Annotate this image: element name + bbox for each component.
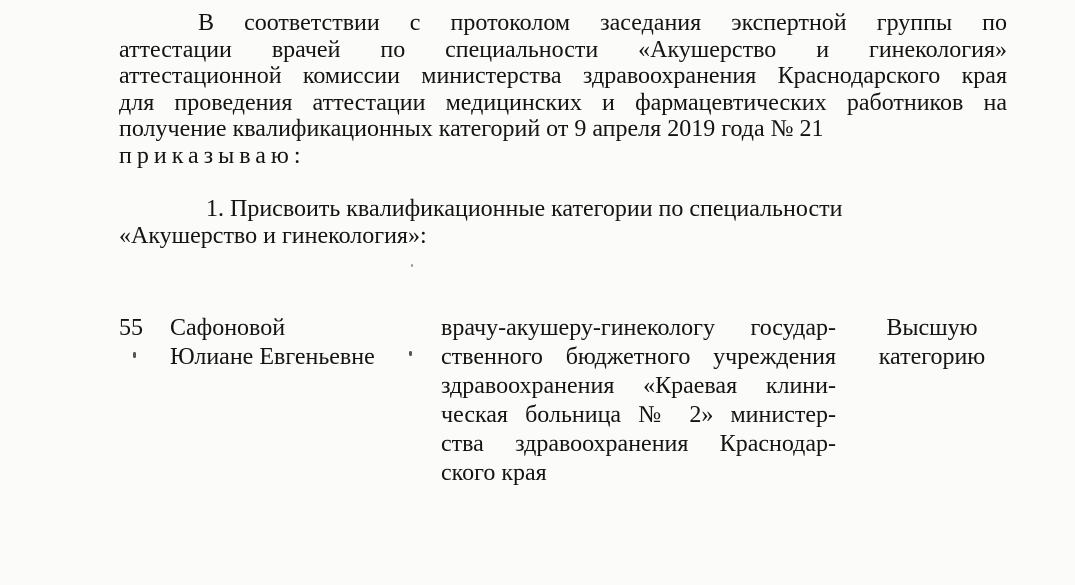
entry-position-line: ства здравоохранения Краснодар- [441, 431, 836, 457]
preamble-line: для проведения аттестации медицинских и фармацевтических работников на [119, 89, 1007, 116]
entry-position-line: ского края [441, 460, 547, 486]
order-word: приказываю: [119, 142, 306, 169]
order-item-1 [119, 196, 842, 249]
entry-category-line: Высшую [886, 315, 978, 341]
scan-speck [411, 264, 413, 267]
entry-number-text: 55 [119, 315, 143, 341]
entry-category-line: категорию [878, 344, 986, 370]
preamble-line: аттестации врачей по специальности «Акушерство и гинекология» [119, 36, 1007, 63]
entry-surname: Сафоновой [170, 315, 286, 341]
entry-position [441, 314, 836, 488]
order-item-line: «Акушерство и гинекология»: [119, 222, 427, 249]
preamble-line: получение квалификационных категорий от 9 апреля 2019 года № 21 [119, 116, 824, 142]
entry-position-line: ственного бюджетного учреждения [441, 344, 836, 370]
preamble-line: аттестационной комиссии министерства здравоохранения Краснодарского края [119, 63, 1007, 89]
order-item-line: 1. Присвоить квалификационные категории по специальности [206, 196, 843, 222]
entry-category [872, 314, 992, 372]
preamble-paragraph [119, 10, 1007, 169]
scan-speck [409, 351, 412, 356]
scan-speck [133, 352, 136, 358]
preamble-line: В соответствии с протоколом заседания экспертной группы по [198, 10, 1007, 36]
entry-name [170, 314, 375, 372]
entry-given-names: Юлиане Евгеньевне [170, 344, 375, 370]
entry-number [119, 314, 143, 343]
entry-position-line: здравоохранения «Краевая клини- [441, 373, 836, 399]
entry-position-line: ческая больница № 2» министер- [441, 402, 836, 428]
entry-position-line: врачу-акушеру-гинекологу государ- [441, 315, 836, 341]
